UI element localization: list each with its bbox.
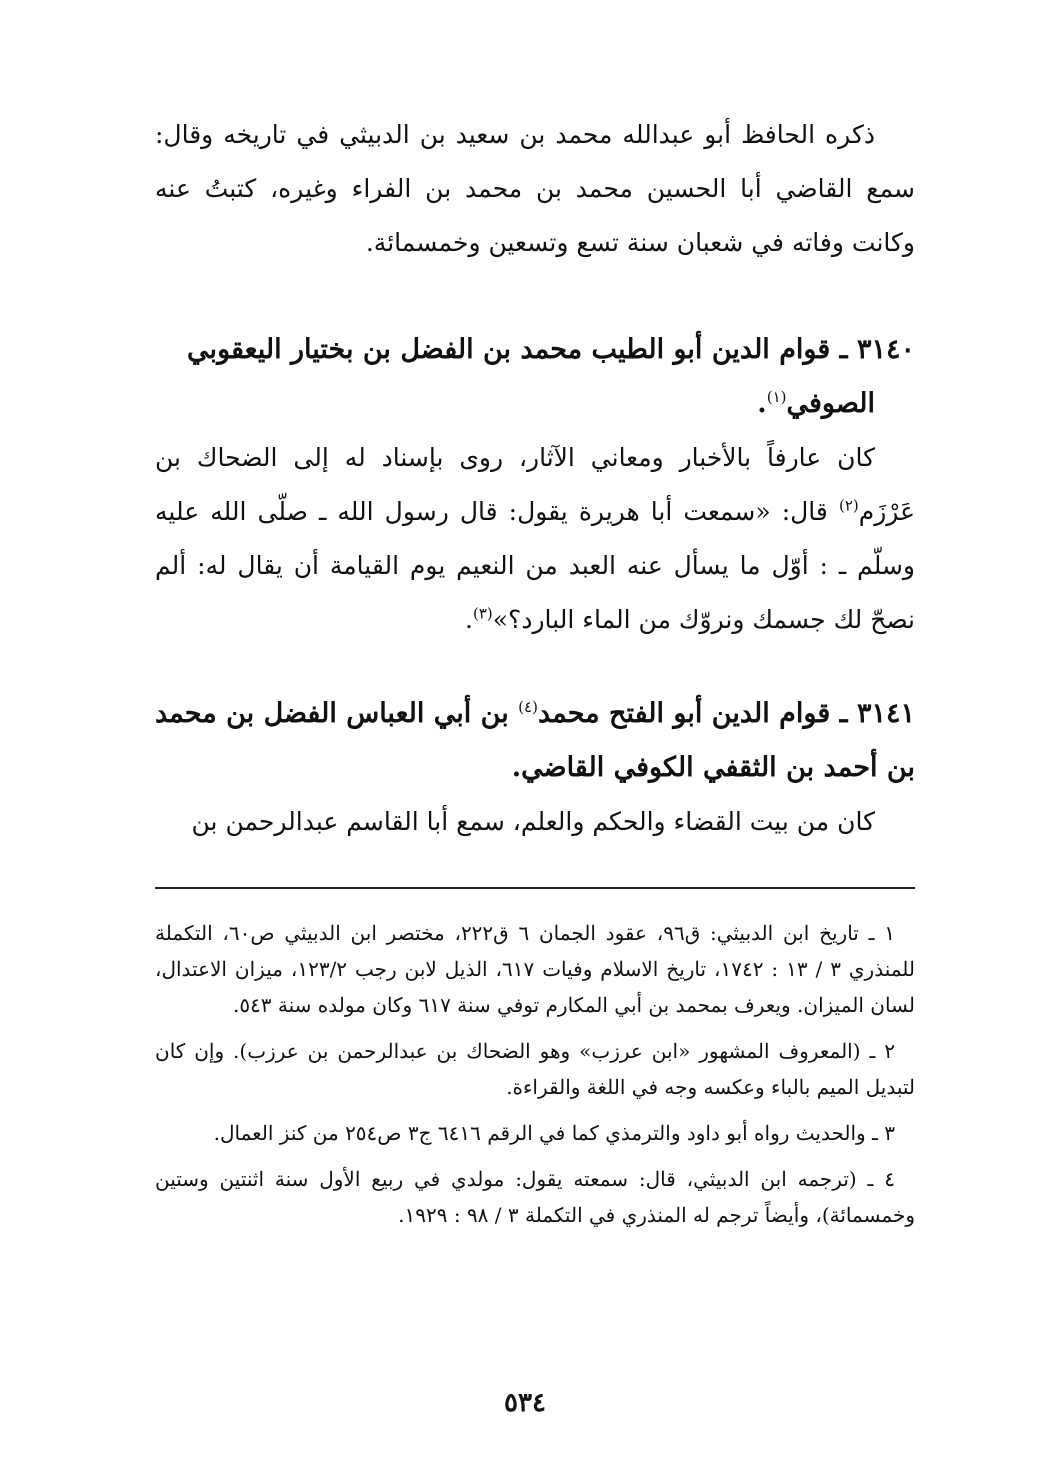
- entry-3140: [155, 323, 915, 647]
- entry-3140-text-part-1: كان عارفاً بالأخبار ومعاني الآثار، روى بإسناد له إلى الضحاك بن عَرْزَم: [155, 443, 915, 526]
- entry-3140-text-end: .: [465, 605, 473, 634]
- entry-3140-heading-line-2-wrap: [155, 377, 915, 431]
- footnotes: [155, 915, 915, 1243]
- footnote-ref-3: (٣): [472, 604, 493, 623]
- footnote-4: ٤ ـ (ترجمه ابن الدبيثي، قال: سمعته يقول: مولدي في ربيع الأول سنة اثنتين وستين وخمسمائة)، وأيضاً ترجم له المنذري في التكملة ٣ / ٩٨ : ١٩٢٩.: [155, 1167, 915, 1227]
- footnote-separator: [155, 887, 915, 889]
- page-number: ٥٣٤: [504, 1388, 546, 1418]
- footnote-3: ٣ ـ والحديث رواه أبو داود والترمذي كما في الرقم ٦٤١٦ ج٣ ص٢٥٤ من كنز العمال.: [213, 1121, 895, 1145]
- footnote-ref-4: (٤): [518, 698, 538, 716]
- entry-3141: [155, 687, 915, 849]
- opening-paragraph: ذكره الحافظ أبو عبدالله محمد بن سعيد بن الدبيثي في تاريخه وقال: سمع القاضي أبا الحسين محمد بن محمد بن الفراء وغيره، كتبتُ عنه وكانت وفاته في شعبان سنة تسع وتسعين وخمسمائة.: [155, 120, 915, 257]
- entry-3141-heading-part-2: بن أبي العباس الفضل بن محمد بن أحمد بن الثقفي الكوفي القاضي.: [155, 698, 915, 783]
- footnote-1: ١ ـ تاريخ ابن الدبيثي: ق٩٦، عقود الجمان ٦ ق٢٢٢، مختصر ابن الدبيثي ص٦٠، التكملة للمنذري ٣ / ١٣ : ١٧٤٢، تاريخ الاسلام وفيات ٦١٧، الذيل لابن رجب ١٢٣/٢، ميزان الاعتدال، لسان الميزان. ويعرف بمحمد بن أبي المكارم توفي سنة ٦١٧ وكان مولده سنة ٥٤٣.: [155, 921, 916, 1017]
- entry-3140-heading-line-2: الصوفي: [786, 388, 875, 419]
- entry-3140-heading-end: .: [757, 388, 767, 419]
- footnote-ref-2: (٢): [838, 496, 859, 515]
- entry-3140-heading: [155, 323, 915, 431]
- entry-3140-text-part-2: قال: «سمعت أبا هريرة يقول: قال رسول الله ـ صلّى الله عليه وسلّم ـ : أوّل ما يسأل عنه العبد من النعيم يوم القيامة أن يقال له: ألم نصحّ لك جسمك ونروّك من الماء البارد؟»: [155, 497, 915, 634]
- opening-paragraph-block: [155, 108, 915, 270]
- entry-3140-text: [155, 431, 915, 647]
- entry-3140-heading-line-1: ٣١٤٠ ـ قوام الدين أبو الطيب محمد بن الفضل بن بختيار اليعقوبي: [187, 334, 915, 365]
- footnote-ref-1: (١): [766, 388, 787, 406]
- entry-3141-heading-part-1: ٣١٤١ ـ قوام الدين أبو الفتح محمد: [537, 698, 915, 729]
- entry-3141-heading: [155, 687, 915, 795]
- footnote-2: ٢ ـ (المعروف المشهور «ابن عرزب» وهو الضحاك بن عبدالرحمن بن عرزب). وإن كان لتبديل الميم بالباء وعكسه وجه في اللغة والقراءة.: [155, 1039, 915, 1099]
- entry-3141-text: كان من بيت القضاء والحكم والعلم، سمع أبا القاسم عبدالرحمن بن: [191, 807, 875, 836]
